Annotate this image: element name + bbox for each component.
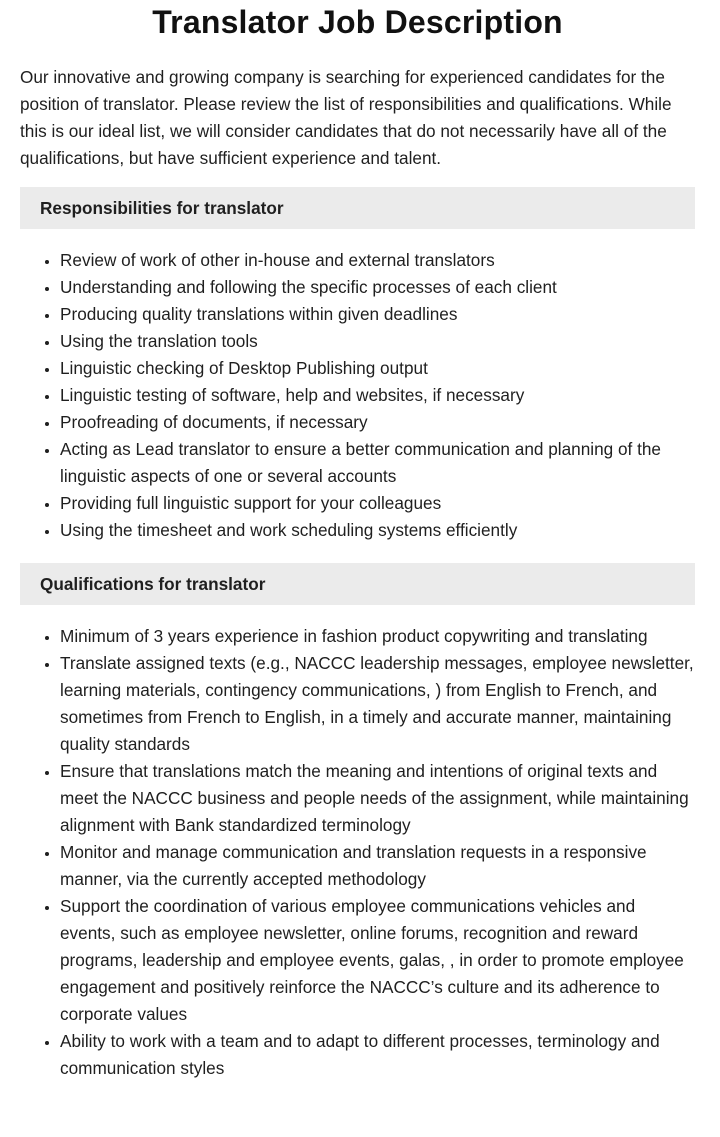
list-item: • Acting as Lead translator to ensure a better communication and planning of the linguistic aspects of one or several accounts xyxy=(60,436,695,490)
list-item: • Review of work of other in-house and external translators xyxy=(60,247,695,274)
list-item: • Translate assigned texts (e.g., NACCC leadership messages, employee newsletter, learning materials, contingency communications, ) from English to French, and sometimes from French to English, in a timely and accurate manner, maintaining quality standards xyxy=(60,650,695,758)
responsibilities-heading: Responsibilities for translator xyxy=(20,187,695,229)
qualifications-heading: Qualifications for translator xyxy=(20,563,695,605)
list-item: • Support the coordination of various employee communications vehicles and events, such as employee newsletter, online forums, recognition and reward programs, leadership and employee events, galas, , in order to promote employee engagement and positively reinforce the NACCC’s culture and its adherence to corporate values xyxy=(60,893,695,1028)
intro-paragraph: Our innovative and growing company is searching for experienced candidates for the position of translator. Please review the list of responsibilities and qualifications. While this is our ideal list, we will consider candidates that do not necessarily have all of the qualifications, but have sufficient experience and talent. xyxy=(20,67,672,168)
qualifications-section xyxy=(20,563,695,1082)
list-item: • Monitor and manage communication and translation requests in a responsive manner, via the currently accepted methodology xyxy=(60,839,695,893)
list-item: • Ability to work with a team and to adapt to different processes, terminology and communication styles xyxy=(60,1028,695,1082)
list-item: • Producing quality translations within given deadlines xyxy=(60,301,695,328)
list-item: • Using the translation tools xyxy=(60,328,695,355)
list-item: • Providing full linguistic support for your colleagues xyxy=(60,490,695,517)
list-item: • Understanding and following the specific processes of each client xyxy=(60,274,695,301)
list-item: • Linguistic checking of Desktop Publishing output xyxy=(60,355,695,382)
list-item: • Ensure that translations match the meaning and intentions of original texts and meet the NACCC business and people needs of the assignment, while maintaining alignment with Bank standardized terminology xyxy=(60,758,695,839)
page-title: Translator Job Description xyxy=(152,4,563,40)
list-item: • Using the timesheet and work scheduling systems efficiently xyxy=(60,517,695,544)
list-item: • Minimum of 3 years experience in fashion product copywriting and translating xyxy=(60,623,695,650)
responsibilities-section xyxy=(20,187,695,544)
list-item: • Linguistic testing of software, help and websites, if necessary xyxy=(60,382,695,409)
qualifications-list xyxy=(20,623,695,1082)
responsibilities-list xyxy=(20,247,695,544)
list-item: • Proofreading of documents, if necessary xyxy=(60,409,695,436)
